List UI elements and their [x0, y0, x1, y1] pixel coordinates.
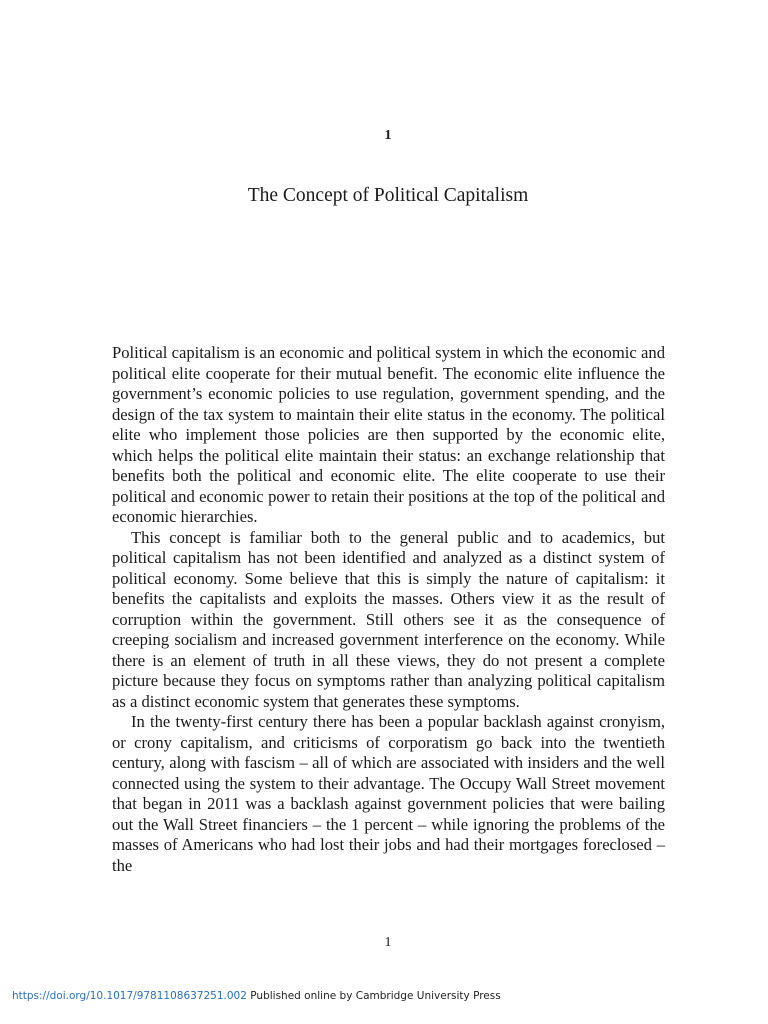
page-number: 1 — [384, 935, 392, 950]
doi-link[interactable]: https://doi.org/10.1017/9781108637251.002 — [12, 990, 247, 1002]
paragraph: In the twenty-first century there has been a popular backlash against cronyism, or crony capitalism, and criticisms of corporatism go back into the twentieth century, along with fascism – all of which are associated with insiders and the well connected using the system to their advantage. The Occupy Wall Street movement that began in 2011 was a backlash against government policies that were bailing out the Wall Street financiers – the 1 percent – while ignoring the problems of the masses of Americans who had lost their jobs and had their mortgages foreclosed – the — [112, 712, 665, 875]
paragraph: This concept is familiar both to the general public and to academics, but political capitalism has not been identified and analyzed as a distinct system of political economy. Some believe that this is simply the nature of capitalism: it benefits the capitalists and exploits the masses. Others view it as the result of corruption within the government. Still others see it as the consequence of creeping socialism and increased government interference on the economy. While there is an element of truth in all these views, they do not present a complete picture because they focus on symptoms rather than analyzing political capitalism as a distinct economic system that generates these symptoms. — [112, 527, 665, 711]
chapter-title: The Concept of Political Capitalism — [247, 185, 529, 206]
paragraph: Political capitalism is an economic and political system in which the economic and political elite cooperate for their mutual benefit. The economic elite influence the government’s economic policies to use regulation, government spending, and the design of the tax system to maintain their elite status in the economy. The political elite who implement those policies are then supported by the economic elite, which helps the political elite maintain their status: an exchange relationship that benefits both the political and economic elite. The elite cooperate to use their political and economic power to retain their positions at the top of the political and economic hierarchies. — [112, 343, 665, 526]
publisher-note: Published online by Cambridge University Press — [250, 990, 501, 1002]
footer — [12, 990, 501, 1002]
chapter-number: 1 — [384, 128, 392, 143]
body-text — [112, 343, 665, 876]
